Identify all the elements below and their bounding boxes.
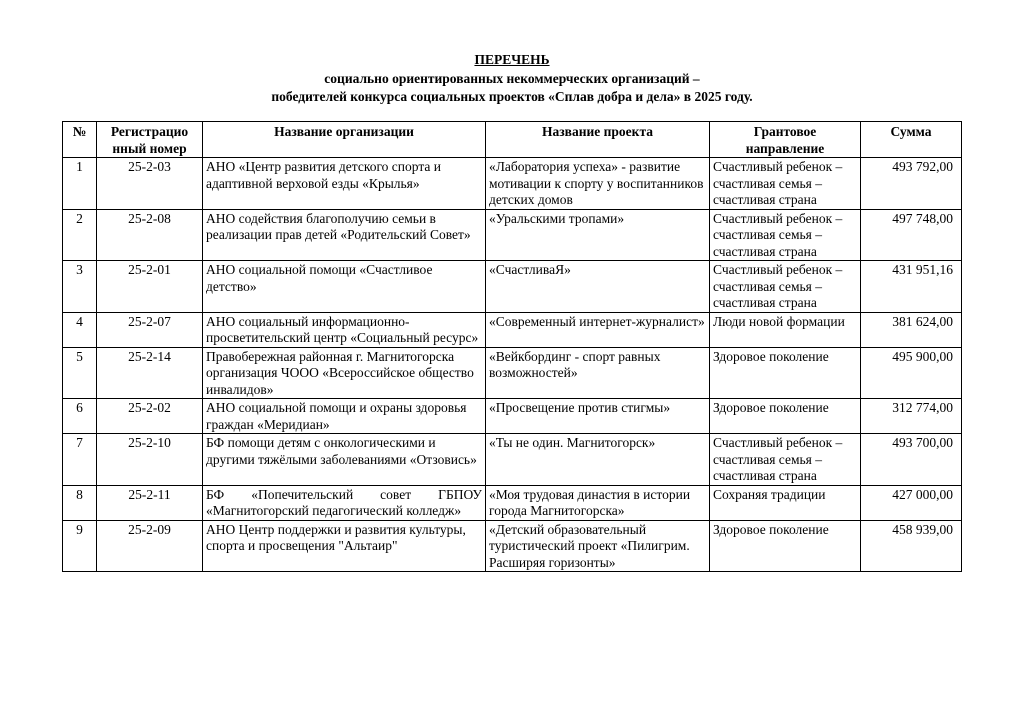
cell-num: 7: [63, 434, 97, 486]
cell-organization: БФ «Попечительский совет ГБПОУ «Магнитогорский педагогический колледж»: [203, 485, 486, 520]
cell-direction: Люди новой формации: [710, 312, 861, 347]
cell-num: 5: [63, 347, 97, 399]
cell-reg-number: 25-2-08: [97, 209, 203, 261]
table-row: [63, 434, 962, 486]
cell-organization: АНО социальной помощи и охраны здоровья граждан «Меридиан»: [203, 399, 486, 434]
cell-organization: АНО «Центр развития детского спорта и адаптивной верховой езды «Крылья»: [203, 158, 486, 210]
cell-num: 8: [63, 485, 97, 520]
cell-organization: АНО социальный информационно-просветительский центр «Социальный ресурс»: [203, 312, 486, 347]
cell-project: «Лаборатория успеха» - развитие мотивации к спорту у воспитанников детских домов: [486, 158, 710, 210]
cell-sum: 427 000,00: [861, 485, 962, 520]
cell-reg-number: 25-2-11: [97, 485, 203, 520]
cell-num: 9: [63, 520, 97, 572]
cell-project: «Современный интернет-журналист»: [486, 312, 710, 347]
cell-organization: АНО социальной помощи «Счастливое детство»: [203, 261, 486, 313]
cell-project: «Ты не один. Магнитогорск»: [486, 434, 710, 486]
cell-num: 4: [63, 312, 97, 347]
cell-sum: 458 939,00: [861, 520, 962, 572]
header-direction: Грантовое направление: [710, 122, 861, 158]
table-row: [63, 209, 962, 261]
cell-sum: 495 900,00: [861, 347, 962, 399]
cell-direction: Здоровое поколение: [710, 347, 861, 399]
cell-reg-number: 25-2-01: [97, 261, 203, 313]
cell-reg-number: 25-2-07: [97, 312, 203, 347]
cell-direction: Сохраняя традиции: [710, 485, 861, 520]
cell-direction: Счастливый ребенок – счастливая семья – счастливая страна: [710, 434, 861, 486]
cell-project: «СчастливаЯ»: [486, 261, 710, 313]
table-row: [63, 485, 962, 520]
cell-project: «Уральскими тропами»: [486, 209, 710, 261]
cell-project: «Просвещение против стигмы»: [486, 399, 710, 434]
cell-reg-number: 25-2-14: [97, 347, 203, 399]
cell-project: «Вейкбординг - спорт равных возможностей»: [486, 347, 710, 399]
header-project: Название проекта: [486, 122, 710, 158]
cell-organization: БФ помощи детям с онкологическими и другими тяжёлыми заболеваниями «Отзовись»: [203, 434, 486, 486]
cell-sum: 493 792,00: [861, 158, 962, 210]
cell-num: 6: [63, 399, 97, 434]
cell-sum: 431 951,16: [861, 261, 962, 313]
document-subtitle-line-2: победителей конкурса социальных проектов «Сплав добра и дела» в 2025 году.: [271, 89, 753, 104]
cell-sum: 381 624,00: [861, 312, 962, 347]
cell-organization: АНО содействия благополучию семьи в реализации прав детей «Родительский Совет»: [203, 209, 486, 261]
table-row: [63, 312, 962, 347]
winners-table: [62, 121, 962, 572]
document-subtitle-line-1: социально ориентированных некоммерческих организаций –: [324, 71, 700, 86]
cell-organization: Правобережная районная г. Магнитогорска организация ЧООО «Всероссийское общество инвалидов»: [203, 347, 486, 399]
header-sum: Сумма: [861, 122, 962, 158]
cell-num: 1: [63, 158, 97, 210]
table-row: [63, 347, 962, 399]
header-num: №: [63, 122, 97, 158]
cell-direction: Счастливый ребенок – счастливая семья – счастливая страна: [710, 261, 861, 313]
cell-sum: 493 700,00: [861, 434, 962, 486]
cell-reg-number: 25-2-02: [97, 399, 203, 434]
document-title: ПЕРЕЧЕНЬ: [474, 52, 550, 67]
header-organization: Название организации: [203, 122, 486, 158]
cell-reg-number: 25-2-09: [97, 520, 203, 572]
cell-num: 2: [63, 209, 97, 261]
cell-direction: Здоровое поколение: [710, 399, 861, 434]
cell-reg-number: 25-2-03: [97, 158, 203, 210]
cell-direction: Счастливый ребенок – счастливая семья – счастливая страна: [710, 158, 861, 210]
cell-direction: Здоровое поколение: [710, 520, 861, 572]
cell-project: «Моя трудовая династия в истории города Магнитогорска»: [486, 485, 710, 520]
cell-reg-number: 25-2-10: [97, 434, 203, 486]
cell-num: 3: [63, 261, 97, 313]
table-row: [63, 399, 962, 434]
table-row: [63, 520, 962, 572]
cell-project: «Детский образовательный туристический проект «Пилигрим. Расширяя горизонты»: [486, 520, 710, 572]
cell-organization: АНО Центр поддержки и развития культуры, спорта и просвещения "Альтаир": [203, 520, 486, 572]
header-reg-number: Регистрацио нный номер: [97, 122, 203, 158]
table-row: [63, 158, 962, 210]
table-header-row: [63, 122, 962, 158]
cell-sum: 497 748,00: [861, 209, 962, 261]
table-row: [63, 261, 962, 313]
cell-direction: Счастливый ребенок – счастливая семья – счастливая страна: [710, 209, 861, 261]
cell-sum: 312 774,00: [861, 399, 962, 434]
